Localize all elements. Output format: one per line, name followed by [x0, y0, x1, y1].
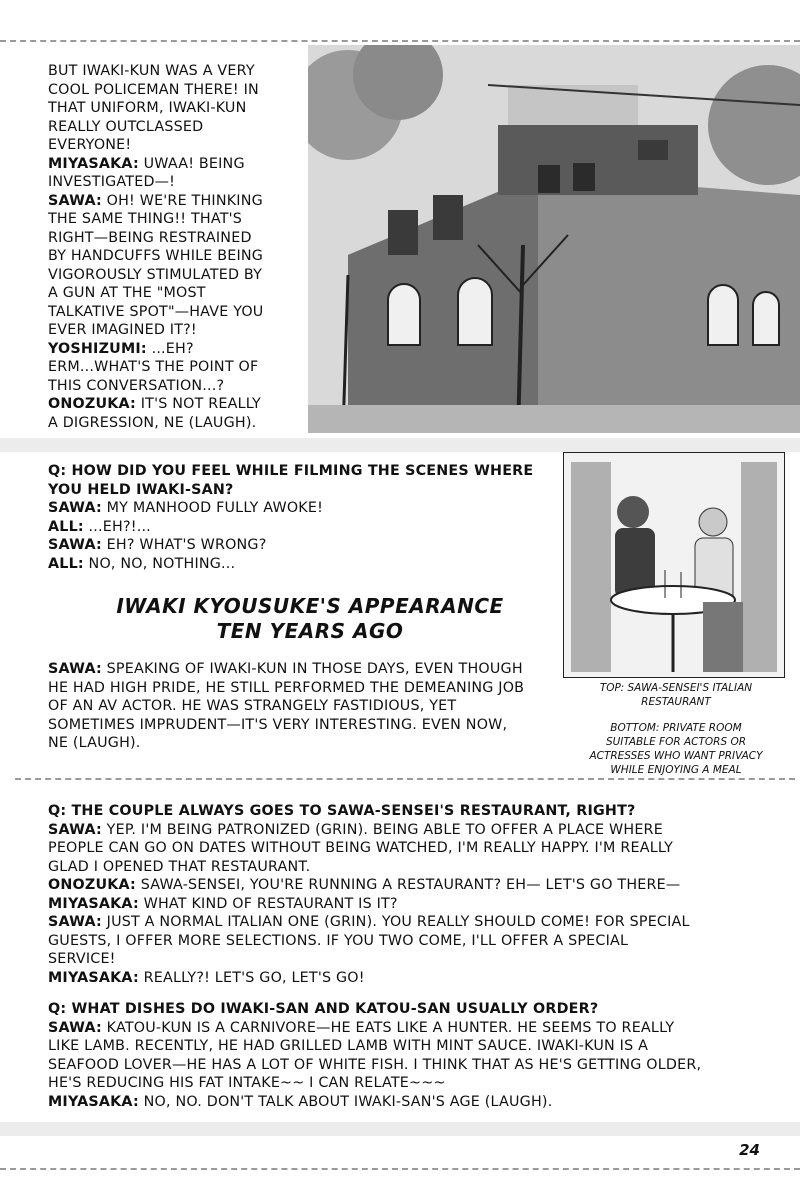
caption-line: SUITABLE FOR ACTORS OR	[605, 736, 747, 748]
line-text: THE SAME THING!! THAT'S	[48, 211, 243, 227]
text-line	[48, 266, 263, 285]
caption-line: BOTTOM: PRIVATE ROOM	[610, 722, 742, 734]
caption-line: TOP: SAWA-SENSEI'S ITALIAN	[599, 682, 753, 694]
caption-line: RESTAURANT	[641, 696, 711, 708]
line-text: JUST A NORMAL ITALIAN ONE (GRIN). YOU REALLY SHOULD COME! FOR SPECIAL	[101, 914, 690, 930]
text-line	[48, 284, 263, 303]
line-text: EVER IMAGINED IT?!	[48, 322, 197, 338]
line-text: WHAT KIND OF RESTAURANT IS IT?	[138, 895, 398, 912]
speaker-name: YOSHIZUMI:	[48, 340, 147, 357]
text-line	[48, 839, 690, 858]
text-line	[48, 192, 263, 211]
text-line	[48, 321, 263, 340]
line-text: BUT IWAKI-KUN WAS A VERY	[48, 63, 255, 79]
line-text: MY MANHOOD FULLY AWOKE!	[101, 500, 324, 516]
line-text: YEP. I'M BEING PATRONIZED (GRIN). BEING ABLE TO OFFER A PLACE WHERE	[101, 821, 663, 838]
text-line	[48, 99, 263, 118]
text-line	[48, 81, 263, 100]
intro-dialogue	[48, 62, 263, 432]
q2-block	[48, 802, 690, 987]
text-line	[48, 895, 690, 914]
caption-bottom	[565, 721, 787, 777]
image-captions	[565, 681, 787, 789]
speaker-name: SAWA:	[48, 192, 102, 209]
line-text: BY HANDCUFFS WHILE BEING	[48, 248, 264, 264]
page-number: 24	[739, 1141, 760, 1159]
text-line	[48, 340, 263, 359]
restaurant-exterior-image	[308, 45, 800, 433]
text-line	[48, 118, 263, 137]
line-text: IT'S NOT REALLY	[135, 396, 261, 412]
line-text: NO, NO, NOTHING...	[83, 555, 236, 572]
gray-band	[0, 438, 800, 452]
line-text: RIGHT—BEING RESTRAINED	[48, 229, 252, 246]
speaker-name: SAWA:	[48, 500, 102, 516]
line-text: ...EH?	[146, 340, 194, 357]
text-line	[48, 1093, 701, 1112]
text-line	[48, 499, 533, 518]
line-text: GLAD I OPENED THAT RESTAURANT.	[48, 858, 311, 875]
text-line	[48, 821, 690, 840]
text-line	[48, 62, 263, 81]
text-line	[48, 876, 690, 895]
speaker-name: ONOZUKA:	[48, 877, 136, 893]
text-line	[48, 1056, 701, 1075]
text-line	[48, 395, 263, 414]
line-text: HE'S REDUCING HIS FAT INTAKE~~ I CAN RELATE~~~	[48, 1075, 446, 1091]
text-line	[48, 950, 690, 969]
line-text: GUESTS, I OFFER MORE SELECTIONS. IF YOU TWO COME, I'LL OFFER A SPECIAL	[48, 932, 629, 949]
text-line	[48, 1037, 701, 1056]
text-line	[48, 247, 263, 266]
line-text: SPEAKING OF IWAKI-KUN IN THOSE DAYS, EVEN THOUGH	[101, 661, 523, 677]
text-line	[48, 660, 524, 679]
speaker-name: ALL:	[48, 555, 84, 572]
line-text: SAWA-SENSEI, YOU'RE RUNNING A RESTAURANT? EH— LET'S GO THERE—	[135, 877, 681, 893]
section-heading	[60, 594, 560, 644]
line-text: NO, NO. DON'T TALK ABOUT IWAKI-SAN'S AGE (LAUGH).	[138, 1093, 553, 1110]
line-text: REALLY OUTCLASSED	[48, 118, 204, 135]
text-line	[48, 858, 690, 877]
line-text: COOL POLICEMAN THERE! IN	[48, 81, 259, 98]
text-line	[48, 697, 524, 716]
speaker-name: ONOZUKA:	[48, 396, 136, 412]
line-text: A DIGRESSION, NE (LAUGH).	[48, 414, 257, 431]
text-line	[48, 734, 524, 753]
text-line	[48, 932, 690, 951]
speaker-name: MIYASAKA:	[48, 155, 139, 172]
q1-block	[48, 462, 533, 573]
line-text: A GUN AT THE "MOST	[48, 285, 206, 301]
text-line	[48, 716, 524, 735]
gray-band	[0, 1122, 800, 1136]
line-text: EH? WHAT'S WRONG?	[101, 537, 267, 553]
private-room-image	[563, 452, 785, 678]
building-illustration	[308, 45, 800, 433]
line-text: OH! WE'RE THINKING	[101, 192, 263, 209]
speaker-name: MIYASAKA:	[48, 1093, 139, 1110]
line-text: THAT UNIFORM, IWAKI-KUN	[48, 100, 247, 116]
bottom-border	[0, 1168, 800, 1170]
line-text: THIS CONVERSATION...?	[48, 377, 225, 394]
text-line	[48, 210, 263, 229]
speaker-name: SAWA:	[48, 821, 102, 838]
speaker-name: SAWA:	[48, 1019, 102, 1036]
question-line: Q: WHAT DISHES DO IWAKI-SAN AND KATOU-SAN USUALLY ORDER?	[48, 1001, 599, 1017]
text-line	[48, 229, 263, 248]
text-line	[48, 518, 533, 537]
top-border	[0, 40, 800, 42]
text-line	[48, 1074, 701, 1093]
text-line	[48, 303, 263, 322]
speaker-name: SAWA:	[48, 537, 102, 553]
line-text: SOMETIMES IMPRUDENT—IT'S VERY INTERESTING. EVEN NOW,	[48, 716, 508, 733]
question-line: YOU HELD IWAKI-SAN?	[48, 481, 234, 498]
text-line	[48, 969, 690, 988]
line-text: ERM...WHAT'S THE POINT OF	[48, 359, 259, 375]
text-line	[48, 913, 690, 932]
section-body	[48, 660, 524, 753]
text-line	[48, 173, 263, 192]
text-line	[48, 414, 263, 433]
text-line	[48, 555, 533, 574]
line-text: UWAA! BEING	[138, 155, 245, 172]
line-text: HE HAD HIGH PRIDE, HE STILL PERFORMED THE DEMEANING JOB	[48, 679, 525, 696]
q3-block	[48, 1000, 701, 1111]
text-line	[48, 536, 533, 555]
caption-line: ACTRESSES WHO WANT PRIVACY	[589, 750, 763, 762]
line-text: EVERYONE!	[48, 137, 132, 153]
caption-line: WHILE ENJOYING A MEAL	[610, 764, 742, 776]
line-text: INVESTIGATED—!	[48, 174, 176, 190]
line-text: KATOU-KUN IS A CARNIVORE—HE EATS LIKE A HUNTER. HE SEEMS TO REALLY	[101, 1019, 675, 1036]
speaker-name: SAWA:	[48, 661, 102, 677]
speaker-name: MIYASAKA:	[48, 969, 139, 986]
text-line	[48, 377, 263, 396]
text-line	[48, 679, 524, 698]
line-text: LIKE LAMB. RECENTLY, HE HAD GRILLED LAMB WITH MINT SAUCE. IWAKI-KUN IS A	[48, 1038, 649, 1054]
heading-line-2: TEN YEARS AGO	[216, 619, 404, 643]
text-line	[48, 1019, 701, 1038]
speaker-name: SAWA:	[48, 914, 102, 930]
question-line: Q: THE COUPLE ALWAYS GOES TO SAWA-SENSEI'S RESTAURANT, RIGHT?	[48, 803, 636, 819]
line-text: REALLY?! LET'S GO, LET'S GO!	[138, 969, 365, 986]
line-text: NE (LAUGH).	[48, 735, 141, 751]
text-line	[48, 358, 263, 377]
text-line	[48, 136, 263, 155]
question-line: Q: HOW DID YOU FEEL WHILE FILMING THE SCENES WHERE	[48, 463, 534, 479]
caption-top	[565, 681, 787, 709]
interior-illustration	[563, 452, 785, 678]
speaker-name: ALL:	[48, 518, 84, 535]
line-text: TALKATIVE SPOT"—HAVE YOU	[48, 303, 264, 320]
line-text: ...EH?!...	[83, 518, 151, 535]
heading-line-1: IWAKI KYOUSUKE'S APPEARANCE	[116, 594, 504, 618]
line-text: SERVICE!	[48, 951, 116, 967]
text-line	[48, 155, 263, 174]
line-text: PEOPLE CAN GO ON DATES WITHOUT BEING WATCHED, I'M REALLY HAPPY. I'M REALLY	[48, 840, 674, 856]
line-text: SEAFOOD LOVER—HE HAS A LOT OF WHITE FISH. I THINK THAT AS HE'S GETTING OLDER,	[48, 1056, 702, 1073]
line-text: VIGOROUSLY STIMULATED BY	[48, 266, 263, 283]
speaker-name: MIYASAKA:	[48, 895, 139, 912]
line-text: OF AN AV ACTOR. HE WAS STRANGELY FASTIDIOUS, YET	[48, 698, 457, 714]
